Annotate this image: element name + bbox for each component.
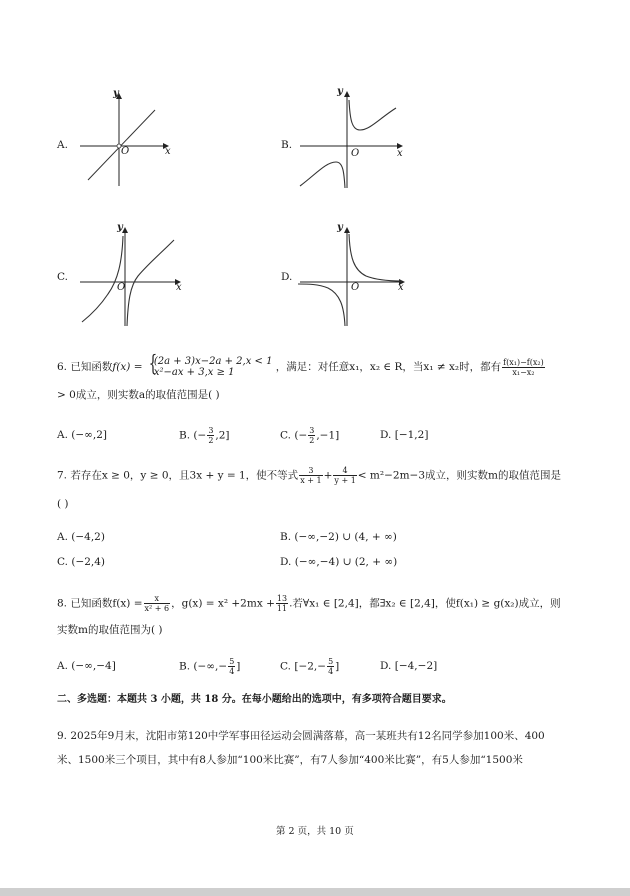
q7-option-c[interactable]: C. (−2,4) bbox=[57, 556, 106, 568]
q8-suffix: .若∀x₁ ∈ [2,4]，都∃x₂ ∈ [2,4]，使f(x₁) ≥ g(x₂)成立，则 bbox=[289, 597, 561, 610]
graph-b-origin-label: O bbox=[351, 148, 360, 159]
q7-option-d[interactable]: D. (−∞,−4) ∪ (2, + ∞) bbox=[280, 556, 398, 568]
graph-option-a-label: A. bbox=[57, 139, 68, 151]
q8-g: ，g(x) = x² +2mx + bbox=[171, 597, 275, 610]
q8-option-d[interactable]: D. [−4,−2] bbox=[380, 660, 438, 672]
question-8-stem bbox=[57, 594, 561, 613]
q7-prefix: 7. 若存在x ≥ 0，y ≥ 0，且3x + y = 1，使不等式 bbox=[57, 469, 299, 482]
q7-fraction-2: $\frac{4}{y + 1}$ bbox=[334, 466, 356, 485]
viewer-bottom-edge bbox=[0, 888, 630, 896]
q7-fraction-1: $\frac{3}{x + 1}$ bbox=[300, 466, 322, 485]
q8-f-fraction: $\frac{x}{\text{x² + 6}}$ bbox=[144, 594, 170, 613]
page-footer: 第 2 页，共 10 页 bbox=[276, 826, 354, 837]
q7-option-b[interactable]: B. (−∞,−2) ∪ (4, + ∞) bbox=[280, 531, 397, 543]
graph-c-y-label: y bbox=[117, 222, 123, 233]
q6-piecewise: { (2a + 3)x−2a + 2,x < 1 x²−ax + 3,x ≥ 1 bbox=[148, 352, 273, 378]
question-9-line1: 9. 2025年9月末，沈阳市第120中学军事田径运动会圆满落幕，高一某班共有12名同学参加100米、400 bbox=[57, 730, 545, 742]
q6-piece1: (2a + 3)x−2a + 2,x < 1 bbox=[153, 356, 273, 367]
q6-fx: f(x) = bbox=[112, 361, 143, 373]
q7-suffix: < m²−2m−3成立，则实数m的取值范围是 bbox=[357, 469, 561, 482]
q6-option-c[interactable]: C. (− $\frac{3}{2}$ ,−1] bbox=[280, 426, 340, 445]
graph-option-c-label: C. bbox=[57, 271, 68, 283]
graph-d-x-label: x bbox=[398, 282, 404, 293]
q6-prefix: 6. 已知函数 bbox=[57, 361, 113, 373]
q8-option-c[interactable]: C. [−2,− $\frac{5}{4}$ ] bbox=[280, 657, 340, 676]
question-7-line2: ( ) bbox=[57, 498, 69, 510]
graph-a-origin-label: O bbox=[121, 146, 130, 157]
q6-piece2: x²−ax + 3,x ≥ 1 bbox=[153, 367, 235, 378]
graph-d-origin-label: O bbox=[351, 282, 360, 293]
question-7-stem: 7. 若存在x ≥ 0，y ≥ 0，且3x + y = 1，使不等式 $\frac{3}{x + 1}$ + $\frac{4}{y + 1}$ < m²−2m−3成立，则实数m的取值范围是 bbox=[57, 466, 561, 485]
section-2-heading: 二、多选题：本题共 3 小题，共 18 分。在每小题给出的选项中，有多项符合题目要求。 bbox=[57, 694, 452, 705]
graph-a-line-icon bbox=[78, 88, 178, 188]
q6-fraction: $\frac{\text{f(x₁)−f(x₂)}}{\text{x₁−x₂}}$ bbox=[503, 357, 544, 377]
graph-option-d-label: D. bbox=[281, 271, 293, 283]
graph-c-origin-label: O bbox=[117, 282, 126, 293]
q8-g-fraction: $\frac{13}{11}$ bbox=[276, 594, 288, 613]
q8-prefix: 8. 已知函数f(x) = bbox=[57, 597, 143, 610]
graph-d-curve-icon bbox=[298, 222, 410, 328]
q8-option-b[interactable]: B. (−∞,− $\frac{5}{4}$ ] bbox=[179, 657, 241, 676]
question-6-stem bbox=[57, 352, 546, 378]
q6-option-b[interactable]: B. (− $\frac{3}{2}$ ,2] bbox=[179, 426, 230, 445]
question-6-line2: > 0成立，则实数a的取值范围是( ) bbox=[57, 389, 220, 401]
q6-middle: ，满足：对任意x₁，x₂ ∈ R，当x₁ ≠ x₂时，都有 bbox=[275, 361, 502, 373]
q6-option-a[interactable]: A. (−∞,2] bbox=[57, 429, 108, 441]
question-9-line2: 米、1500米三个项目，其中有8人参加“100米比赛”，有7人参加“400米比赛”，有5人参加“1500米 bbox=[57, 754, 523, 766]
graph-b-x-label: x bbox=[397, 148, 403, 159]
question-8-line2: 实数m的取值范围为( ) bbox=[57, 624, 163, 636]
graph-a-x-label: x bbox=[165, 146, 171, 157]
q7-option-a[interactable]: A. (−4,2) bbox=[57, 531, 105, 543]
graph-c-x-label: x bbox=[176, 282, 182, 293]
graph-b-curve-icon bbox=[298, 86, 408, 190]
q8-option-a[interactable]: A. (−∞,−4] bbox=[57, 660, 116, 672]
q6-option-d[interactable]: D. [−1,2] bbox=[380, 429, 429, 441]
graph-d-y-label: y bbox=[337, 222, 343, 233]
graph-c-curve-icon bbox=[78, 222, 188, 328]
graph-option-b-label: B. bbox=[281, 139, 293, 151]
graph-a-y-label: y bbox=[113, 88, 119, 99]
graph-b-y-label: y bbox=[337, 86, 343, 97]
